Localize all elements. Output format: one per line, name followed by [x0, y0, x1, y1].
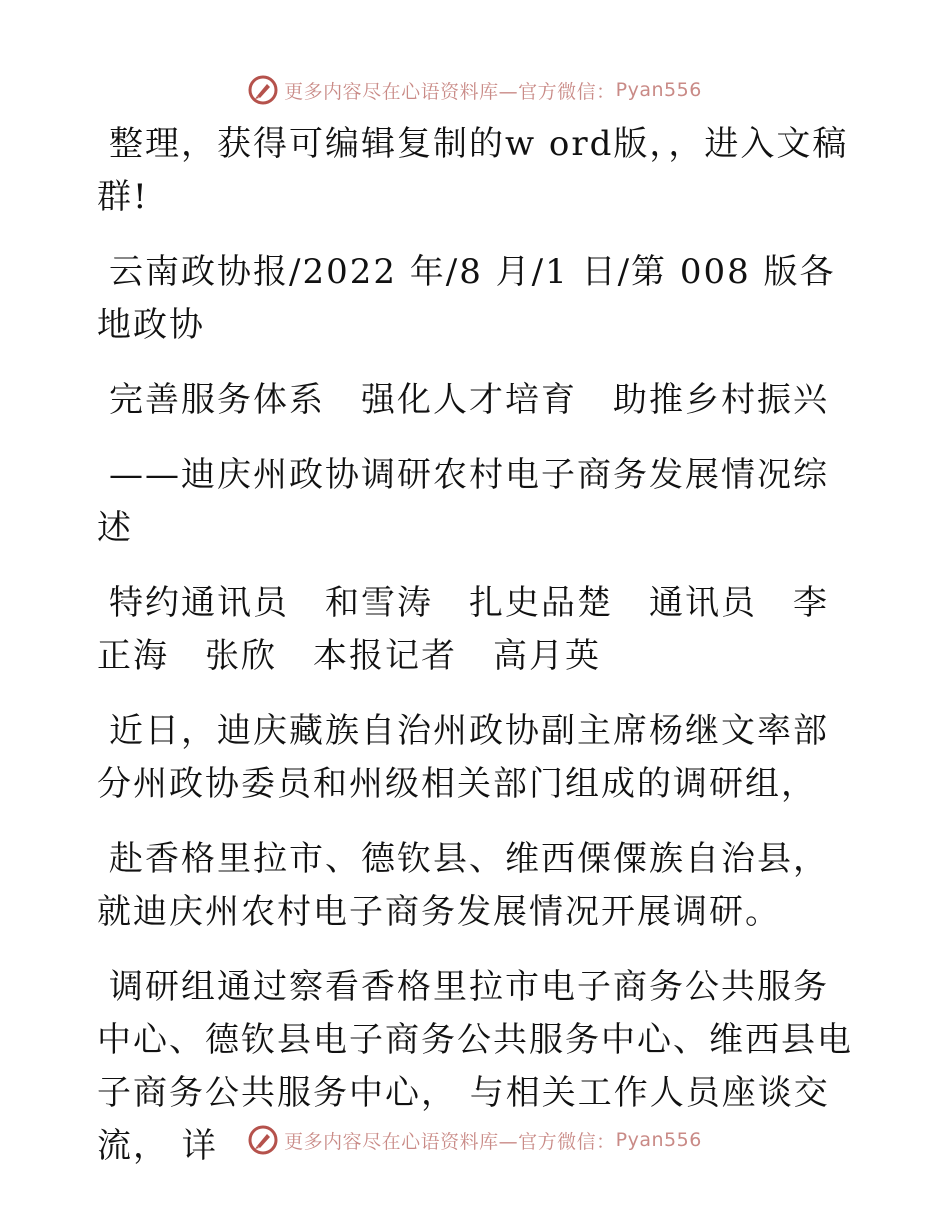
body-paragraph: 赴香格里拉市、德钦县、维西傈僳族自治县，就迪庆州农村电子商务发展情况开展调研。 — [97, 839, 829, 932]
pen-seal-icon — [248, 75, 278, 105]
document-body — [97, 118, 857, 1195]
header-watermark — [0, 70, 950, 110]
footer-watermark — [0, 1120, 950, 1160]
source-line: 云南政协报/2022 年/8 月/1 日/第 008 版各地政协 — [97, 252, 836, 345]
intro-note: 整理，获得可编辑复制的w ord版，，进入文稿群! — [97, 124, 849, 217]
watermark-wechat-id: Pyan556 — [615, 1129, 702, 1151]
body-paragraph: 调研组通过察看香格里拉市电子商务公共服务中心、德钦县电子商务公共服务中心、维西县电子商务公共服务中心， 与相关工作人员座谈交流， 详 — [97, 967, 853, 1166]
article-title: 完善服务体系 强化人才培育 助推乡村振兴 — [109, 380, 829, 420]
byline: 特约通讯员 和雪涛 扎史品楚 通讯员 李正海 张欣 本报记者 高月英 — [97, 583, 829, 676]
watermark-wechat-id: Pyan556 — [615, 79, 702, 101]
watermark-text: 更多内容尽在心语资料库—官方微信： — [284, 80, 616, 103]
watermark-text: 更多内容尽在心语资料库—官方微信： — [284, 1130, 616, 1153]
pen-seal-icon — [248, 1125, 278, 1155]
body-paragraph: 近日，迪庆藏族自治州政协副主席杨继文率部分州政协委员和州级相关部门组成的调研组， — [97, 711, 829, 804]
article-subtitle: ——迪庆州政协调研农村电子商务发展情况综述 — [97, 455, 829, 548]
